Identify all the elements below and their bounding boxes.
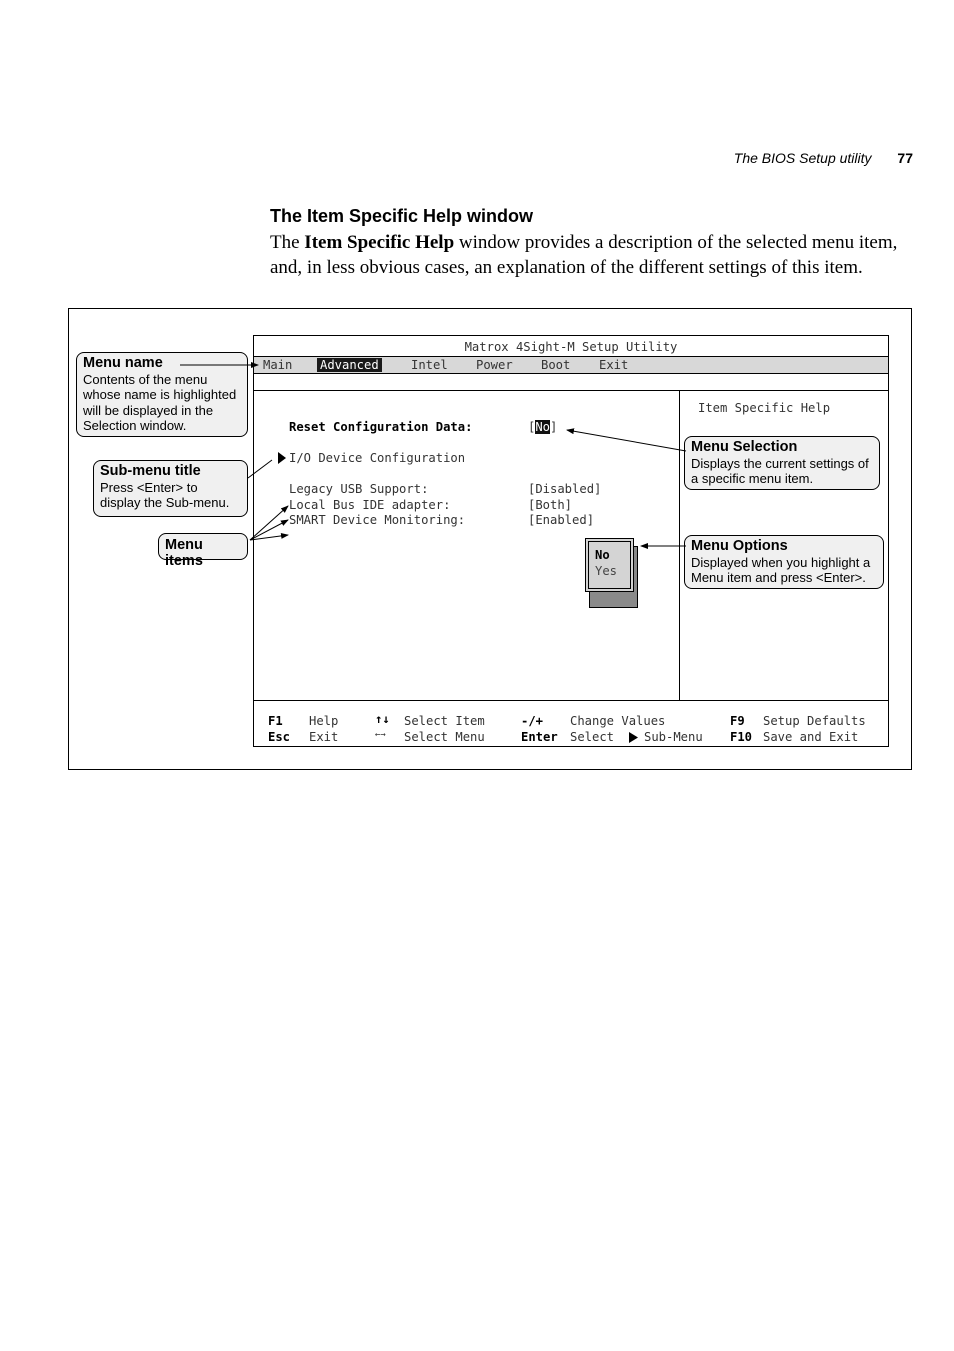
callout-menu-name-title: Menu name: [83, 355, 163, 371]
intro-rest: window provides a description of the selected menu item, and, in less obvious cases, an explanation of the different settings of this item.: [270, 232, 898, 278]
key-enter-desc-a: Select: [570, 730, 615, 744]
key-esc: Esc: [268, 730, 291, 744]
legacy-usb-value[interactable]: [Disabled]: [528, 482, 602, 496]
key-left-right: ←→: [375, 730, 386, 740]
bios-title: Matrox 4Sight-M Setup Utility: [464, 340, 678, 354]
section-title: The Item Specific Help window: [270, 206, 534, 226]
menu-intel[interactable]: Intel: [411, 358, 448, 372]
key-enter: Enter: [521, 730, 558, 744]
submenu-arrow-icon: [278, 452, 286, 464]
local-bus-ide-label[interactable]: Local Bus IDE adapter:: [289, 498, 451, 512]
menu-boot[interactable]: Boot: [541, 358, 571, 372]
key-f1-desc: Help: [309, 714, 339, 728]
running-title: The BIOS Setup utility: [733, 150, 872, 166]
legacy-usb-label[interactable]: Legacy USB Support:: [289, 482, 429, 496]
popup-option-yes[interactable]: Yes: [595, 564, 618, 578]
key-up-down-desc: Select Item: [404, 714, 485, 728]
callout-menu-selection-body: Displays the current settings of a specific menu item.: [691, 455, 869, 486]
reset-value-selected: No: [535, 420, 551, 434]
key-enter-desc-b: Sub-Menu: [644, 730, 703, 744]
callout-menu-name-body: Contents of the menu whose name is highlighted will be displayed in the Selection window.: [83, 371, 237, 433]
callout-menu-items-title: Menu items: [165, 537, 203, 569]
intro-lead: The: [270, 232, 305, 253]
reset-config-label[interactable]: Reset Configuration Data:: [289, 420, 473, 434]
menu-exit[interactable]: Exit: [599, 358, 629, 372]
key-left-right-desc: Select Menu: [404, 730, 485, 744]
page-number: 77: [897, 150, 913, 166]
key-f9-desc: Setup Defaults: [763, 714, 866, 728]
key-f9: F9: [730, 714, 745, 728]
submenu-leader: [248, 460, 272, 478]
local-bus-ide-value[interactable]: [Both]: [528, 498, 573, 512]
key-f1: F1: [268, 714, 283, 728]
smart-monitoring-value[interactable]: [Enabled]: [528, 513, 595, 527]
callout-menu-options-body: Displayed when you highlight a Menu item and press <Enter>.: [691, 554, 871, 585]
menu-power[interactable]: Power: [476, 358, 513, 372]
bracket-close: ]: [550, 420, 558, 434]
callout-submenu-title-body: Press <Enter> to display the Sub-menu.: [100, 479, 230, 510]
menu-selection-leader: [567, 430, 686, 451]
submenu-io-device[interactable]: I/O Device Configuration: [289, 451, 466, 465]
key-plus-minus-desc: Change Values: [570, 714, 666, 728]
key-plus-minus: -/+: [521, 714, 544, 728]
key-f10-desc: Save and Exit: [763, 730, 859, 744]
menu-main[interactable]: Main: [263, 358, 293, 372]
help-title: Item Specific Help: [698, 401, 831, 415]
smart-monitoring-label[interactable]: SMART Device Monitoring:: [289, 513, 466, 527]
callout-submenu-title-title: Sub-menu title: [100, 463, 201, 479]
key-esc-desc: Exit: [309, 730, 339, 744]
key-up-down: ↑↓: [375, 712, 390, 726]
callout-menu-selection-title: Menu Selection: [691, 439, 798, 455]
callout-menu-options-title: Menu Options: [691, 538, 788, 554]
popup-option-no[interactable]: No: [595, 548, 610, 562]
key-f10: F10: [730, 730, 753, 744]
menu-advanced[interactable]: Advanced: [317, 358, 382, 372]
bracket-open: [: [528, 420, 536, 434]
intro-term: Item Specific Help: [304, 232, 455, 253]
